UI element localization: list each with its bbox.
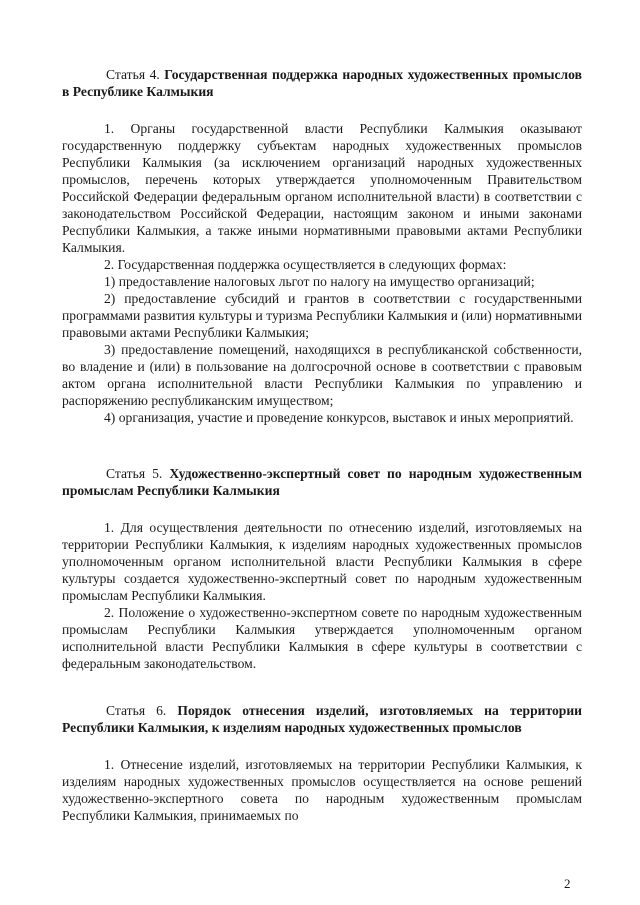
- article-4-item-4: 4) организация, участие и проведение конкурсов, выставок и иных мероприятий.: [104, 410, 574, 425]
- article-5-number: Статья 5.: [106, 466, 163, 481]
- page-number: 2: [564, 876, 571, 891]
- article-6: [62, 702, 582, 824]
- article-6-heading: [62, 702, 582, 736]
- article-6-paragraph-1: 1. Отнесение изделий, изготовляемых на территории Республики Калмыкия, к изделиям народных художественных промыслов осуществляется на основе решений художественно-экспертного совета по народным художественным промыслам Республики Калмыкия, принимаемых по: [62, 757, 582, 823]
- article-4-paragraph-1: 1. Органы государственной власти Республики Калмыкия оказывают государственную поддержку субъектам народных художественных промыслов Республики Калмыкия (за исключением организаций народных художественных промыслов, перечень которых утверждается уполномоченным Правительством Российской Федерации федеральным органом исполнительной власти) в соответствии с законодательством Российской Федерации, настоящим законом и иными законами Республики Калмыкия, а также иными нормативными правовыми актами Республики Калмыкия.: [62, 121, 582, 255]
- article-4-title: Государственная поддержка народных художественных промыслов в Республике Калмыкия: [62, 67, 582, 99]
- article-5-paragraph-2: 2. Положение о художественно-экспертном совете по народным художественным промыслам Республики Калмыкия утверждается уполномоченным органом исполнительной власти Республики Калмыкия в сфере культуры в соответствии с федеральным законодательством.: [62, 605, 582, 671]
- article-4-item-2: 2) предоставление субсидий и грантов в соответствии с государственными программами развития культуры и туризма Республики Калмыкия и (или) нормативными правовыми актами Республики Калмыкия;: [62, 291, 582, 340]
- article-4-heading: [62, 66, 582, 100]
- document-page: [62, 66, 582, 824]
- article-5-paragraph-1: 1. Для осуществления деятельности по отнесению изделий, изготовляемых на территории Республики Калмыкия, к изделиям народных художественных промыслов уполномоченным органом исполнительной власти Республики Калмыкия в сфере культуры создается художественно-экспертный совет по народным художественным промыслам Республики Калмыкия.: [62, 520, 582, 603]
- article-5-title: Художественно-экспертный совет по народным художественным промыслам Республики Калмыкия: [62, 466, 582, 498]
- article-4: [62, 66, 582, 426]
- article-4-item-3: 3) предоставление помещений, находящихся в республиканской собственности, во владение и (или) в пользование на долгосрочной основе в соответствии с правовым актом органа исполнительной власти Республики Калмыкия по управлению и распоряжению республиканским имуществом;: [62, 342, 582, 408]
- article-4-item-1: 1) предоставление налоговых льгот по налогу на имущество организаций;: [104, 274, 535, 289]
- article-6-title: Порядок отнесения изделий, изготовляемых на территории Республики Калмыкия, к изделиям народных художественных промыслов: [62, 703, 582, 735]
- article-5-heading: [62, 465, 582, 499]
- article-4-number: Статья 4.: [106, 67, 160, 82]
- article-4-paragraph-2: 2. Государственная поддержка осуществляется в следующих формах:: [104, 257, 507, 272]
- article-6-number: Статья 6.: [106, 703, 167, 718]
- article-5: [62, 465, 582, 672]
